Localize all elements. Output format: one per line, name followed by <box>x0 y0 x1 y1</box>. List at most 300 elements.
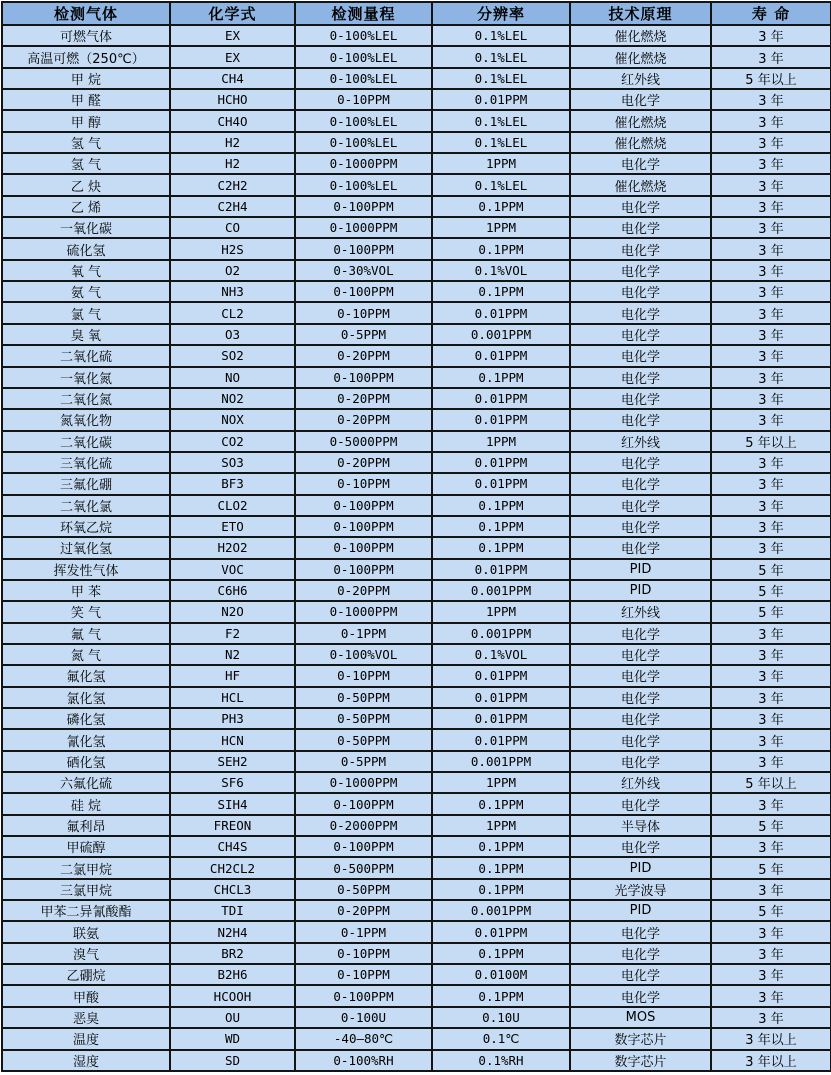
cell-lifespan: 5 年 <box>711 857 831 878</box>
table-row <box>2 772 831 793</box>
cell-resolution: 0.1PPM <box>432 367 570 388</box>
cell-technology: 电化学 <box>570 516 711 537</box>
cell-lifespan: 3 年 <box>711 367 831 388</box>
table-row <box>2 687 831 708</box>
cell-technology: 数字芯片 <box>570 1050 711 1072</box>
cell-detection-range: 0-100PPM <box>295 793 432 814</box>
cell-technology: 电化学 <box>570 943 711 964</box>
cell-resolution: 0.001PPM <box>432 324 570 345</box>
column-header-chemical-formula: 化学式 <box>170 2 295 25</box>
cell-resolution: 1PPM <box>432 601 570 622</box>
cell-technology: 电化学 <box>570 281 711 302</box>
table-row <box>2 217 831 238</box>
table-row <box>2 751 831 772</box>
cell-gas-name: 硫化氢 <box>2 238 170 259</box>
cell-lifespan: 5 年以上 <box>711 431 831 452</box>
cell-lifespan: 3 年 <box>711 302 831 323</box>
cell-detection-range: 0-10PPM <box>295 943 432 964</box>
cell-technology: 电化学 <box>570 452 711 473</box>
cell-gas-name: 温度 <box>2 1028 170 1049</box>
cell-chemical-formula: EX <box>170 46 295 67</box>
cell-detection-range: 0-100%LEL <box>295 132 432 153</box>
cell-chemical-formula: CH4 <box>170 68 295 89</box>
cell-technology: 电化学 <box>570 537 711 558</box>
cell-chemical-formula: HCHO <box>170 89 295 110</box>
cell-lifespan: 3 年 <box>711 921 831 942</box>
cell-technology: PID <box>570 900 711 921</box>
cell-gas-name: 三氧化硫 <box>2 452 170 473</box>
table-row <box>2 516 831 537</box>
cell-lifespan: 3 年 <box>711 836 831 857</box>
cell-chemical-formula: SO2 <box>170 345 295 366</box>
cell-chemical-formula: EX <box>170 25 295 46</box>
cell-resolution: 0.01PPM <box>432 345 570 366</box>
cell-gas-name: 二氧化氮 <box>2 388 170 409</box>
cell-technology: 催化燃烧 <box>570 132 711 153</box>
cell-technology: 电化学 <box>570 409 711 430</box>
table-row <box>2 857 831 878</box>
cell-technology: 电化学 <box>570 985 711 1006</box>
cell-gas-name: 氟利昂 <box>2 815 170 836</box>
cell-technology: 红外线 <box>570 772 711 793</box>
cell-chemical-formula: CH2CL2 <box>170 857 295 878</box>
cell-lifespan: 3 年 <box>711 217 831 238</box>
cell-detection-range: 0-1000PPM <box>295 601 432 622</box>
cell-technology: 电化学 <box>570 708 711 729</box>
table-row <box>2 260 831 281</box>
cell-lifespan: 3 年 <box>711 89 831 110</box>
cell-lifespan: 3 年 <box>711 985 831 1006</box>
cell-chemical-formula: N2 <box>170 644 295 665</box>
cell-detection-range: 0-5PPM <box>295 324 432 345</box>
table-row <box>2 153 831 174</box>
cell-chemical-formula: O3 <box>170 324 295 345</box>
cell-chemical-formula: NO <box>170 367 295 388</box>
cell-gas-name: 氰化氢 <box>2 729 170 750</box>
table-row <box>2 964 831 985</box>
cell-resolution: 0.01PPM <box>432 665 570 686</box>
cell-technology: 催化燃烧 <box>570 46 711 67</box>
cell-lifespan: 3 年 <box>711 537 831 558</box>
cell-chemical-formula: CH4O <box>170 110 295 131</box>
table-row <box>2 580 831 601</box>
cell-detection-range: 0-100%RH <box>295 1050 432 1072</box>
table-row <box>2 921 831 942</box>
cell-detection-range: 0-1000PPM <box>295 772 432 793</box>
table-row <box>2 836 831 857</box>
cell-detection-range: 0-10PPM <box>295 302 432 323</box>
cell-gas-name: 三氯甲烷 <box>2 879 170 900</box>
cell-gas-name: 氮 气 <box>2 644 170 665</box>
cell-technology: 电化学 <box>570 921 711 942</box>
table-row <box>2 601 831 622</box>
cell-gas-name: 甲硫醇 <box>2 836 170 857</box>
cell-gas-name: 乙 烯 <box>2 196 170 217</box>
cell-gas-name: 磷化氢 <box>2 708 170 729</box>
cell-lifespan: 3 年 <box>711 110 831 131</box>
cell-gas-name: 联氨 <box>2 921 170 942</box>
cell-gas-name: 一氧化氮 <box>2 367 170 388</box>
table-row <box>2 324 831 345</box>
cell-chemical-formula: N2H4 <box>170 921 295 942</box>
cell-lifespan: 5 年以上 <box>711 68 831 89</box>
table-row <box>2 452 831 473</box>
cell-lifespan: 3 年 <box>711 495 831 516</box>
cell-lifespan: 5 年 <box>711 580 831 601</box>
cell-resolution: 0.001PPM <box>432 900 570 921</box>
cell-lifespan: 3 年 <box>711 793 831 814</box>
cell-lifespan: 3 年 <box>711 644 831 665</box>
cell-lifespan: 3 年 <box>711 729 831 750</box>
cell-resolution: 0.1PPM <box>432 879 570 900</box>
cell-resolution: 0.01PPM <box>432 473 570 494</box>
cell-resolution: 0.1PPM <box>432 281 570 302</box>
cell-resolution: 1PPM <box>432 153 570 174</box>
cell-technology: 电化学 <box>570 217 711 238</box>
cell-resolution: 0.1PPM <box>432 516 570 537</box>
column-header-detection-range: 检测量程 <box>295 2 432 25</box>
table-row <box>2 879 831 900</box>
cell-technology: 电化学 <box>570 345 711 366</box>
cell-chemical-formula: CO <box>170 217 295 238</box>
cell-detection-range: 0-20PPM <box>295 580 432 601</box>
cell-detection-range: 0-20PPM <box>295 388 432 409</box>
cell-detection-range: 0-20PPM <box>295 452 432 473</box>
cell-chemical-formula: SEH2 <box>170 751 295 772</box>
cell-detection-range: 0-10PPM <box>295 665 432 686</box>
cell-resolution: 0.1%LEL <box>432 25 570 46</box>
cell-gas-name: 笑 气 <box>2 601 170 622</box>
cell-detection-range: 0-2000PPM <box>295 815 432 836</box>
cell-chemical-formula: VOC <box>170 559 295 580</box>
cell-technology: 电化学 <box>570 302 711 323</box>
cell-lifespan: 3 年 <box>711 260 831 281</box>
table-row <box>2 1028 831 1049</box>
cell-detection-range: 0-5000PPM <box>295 431 432 452</box>
cell-resolution: 0.1%VOL <box>432 644 570 665</box>
cell-technology: 电化学 <box>570 153 711 174</box>
cell-chemical-formula: C6H6 <box>170 580 295 601</box>
cell-chemical-formula: NOX <box>170 409 295 430</box>
cell-technology: PID <box>570 580 711 601</box>
cell-technology: MOS <box>570 1007 711 1028</box>
cell-detection-range: -40—80℃ <box>295 1028 432 1049</box>
table-row <box>2 388 831 409</box>
cell-gas-name: 氨 气 <box>2 281 170 302</box>
cell-gas-name: 三氟化硼 <box>2 473 170 494</box>
cell-resolution: 1PPM <box>432 772 570 793</box>
cell-detection-range: 0-100PPM <box>295 985 432 1006</box>
cell-gas-name: 甲酸 <box>2 985 170 1006</box>
cell-resolution: 0.1%RH <box>432 1050 570 1072</box>
cell-chemical-formula: NH3 <box>170 281 295 302</box>
cell-chemical-formula: H2 <box>170 153 295 174</box>
cell-detection-range: 0-100PPM <box>295 238 432 259</box>
cell-detection-range: 0-1PPM <box>295 921 432 942</box>
cell-gas-name: 六氟化硫 <box>2 772 170 793</box>
cell-technology: 电化学 <box>570 238 711 259</box>
cell-detection-range: 0-30%VOL <box>295 260 432 281</box>
cell-lifespan: 3 年 <box>711 25 831 46</box>
cell-resolution: 1PPM <box>432 217 570 238</box>
cell-chemical-formula: CO2 <box>170 431 295 452</box>
cell-chemical-formula: BF3 <box>170 473 295 494</box>
cell-gas-name: 溴气 <box>2 943 170 964</box>
cell-detection-range: 0-50PPM <box>295 879 432 900</box>
cell-resolution: 0.0100M <box>432 964 570 985</box>
cell-gas-name: 二氧化硫 <box>2 345 170 366</box>
cell-lifespan: 3 年 <box>711 473 831 494</box>
table-row <box>2 473 831 494</box>
cell-technology: 数字芯片 <box>570 1028 711 1049</box>
table-row <box>2 174 831 195</box>
cell-lifespan: 3 年 <box>711 388 831 409</box>
cell-lifespan: 5 年 <box>711 559 831 580</box>
cell-detection-range: 0-10PPM <box>295 964 432 985</box>
cell-technology: 电化学 <box>570 793 711 814</box>
cell-technology: 光学波导 <box>570 879 711 900</box>
cell-resolution: 0.01PPM <box>432 388 570 409</box>
cell-detection-range: 0-20PPM <box>295 345 432 366</box>
table-row <box>2 281 831 302</box>
cell-technology: 电化学 <box>570 324 711 345</box>
table-row <box>2 793 831 814</box>
cell-detection-range: 0-100%LEL <box>295 68 432 89</box>
table-row <box>2 367 831 388</box>
cell-lifespan: 3 年 <box>711 751 831 772</box>
cell-technology: 电化学 <box>570 964 711 985</box>
table-row <box>2 110 831 131</box>
cell-detection-range: 0-100PPM <box>295 516 432 537</box>
cell-chemical-formula: C2H2 <box>170 174 295 195</box>
cell-detection-range: 0-1000PPM <box>295 153 432 174</box>
table-row <box>2 68 831 89</box>
cell-chemical-formula: HF <box>170 665 295 686</box>
cell-resolution: 0.1PPM <box>432 943 570 964</box>
cell-resolution: 0.1%LEL <box>432 132 570 153</box>
cell-gas-name: 甲苯二异氰酸酯 <box>2 900 170 921</box>
cell-gas-name: 甲 苯 <box>2 580 170 601</box>
cell-resolution: 0.1%LEL <box>432 174 570 195</box>
cell-gas-name: 甲 醇 <box>2 110 170 131</box>
cell-detection-range: 0-100%LEL <box>295 110 432 131</box>
table-row <box>2 132 831 153</box>
cell-lifespan: 3 年 <box>711 409 831 430</box>
cell-detection-range: 0-20PPM <box>295 900 432 921</box>
cell-resolution: 0.001PPM <box>432 623 570 644</box>
cell-chemical-formula: SD <box>170 1050 295 1072</box>
column-header-resolution: 分辨率 <box>432 2 570 25</box>
cell-resolution: 0.1PPM <box>432 857 570 878</box>
cell-resolution: 0.1℃ <box>432 1028 570 1049</box>
cell-gas-name: 氢 气 <box>2 132 170 153</box>
cell-lifespan: 3 年 <box>711 964 831 985</box>
table-body <box>2 25 831 1071</box>
cell-technology: 红外线 <box>570 68 711 89</box>
table-row <box>2 708 831 729</box>
cell-chemical-formula: H2O2 <box>170 537 295 558</box>
cell-lifespan: 3 年 <box>711 324 831 345</box>
cell-detection-range: 0-10PPM <box>295 89 432 110</box>
cell-chemical-formula: WD <box>170 1028 295 1049</box>
cell-technology: 红外线 <box>570 601 711 622</box>
cell-resolution: 0.1%LEL <box>432 46 570 67</box>
cell-resolution: 0.1PPM <box>432 196 570 217</box>
cell-technology: 红外线 <box>570 431 711 452</box>
cell-chemical-formula: NO2 <box>170 388 295 409</box>
cell-gas-name: 恶臭 <box>2 1007 170 1028</box>
cell-detection-range: 0-50PPM <box>295 708 432 729</box>
cell-lifespan: 3 年 <box>711 281 831 302</box>
cell-detection-range: 0-100PPM <box>295 559 432 580</box>
table-row <box>2 943 831 964</box>
cell-resolution: 0.10U <box>432 1007 570 1028</box>
cell-lifespan: 3 年 <box>711 708 831 729</box>
header-row <box>2 2 831 25</box>
cell-lifespan: 3 年 <box>711 132 831 153</box>
cell-gas-name: 氯化氢 <box>2 687 170 708</box>
cell-resolution: 0.1PPM <box>432 495 570 516</box>
cell-gas-name: 湿度 <box>2 1050 170 1072</box>
cell-resolution: 0.1PPM <box>432 985 570 1006</box>
cell-detection-range: 0-50PPM <box>295 687 432 708</box>
cell-gas-name: 可燃气体 <box>2 25 170 46</box>
cell-technology: 电化学 <box>570 89 711 110</box>
cell-chemical-formula: H2S <box>170 238 295 259</box>
cell-chemical-formula: HCOOH <box>170 985 295 1006</box>
cell-gas-name: 二氧化碳 <box>2 431 170 452</box>
cell-resolution: 0.01PPM <box>432 89 570 110</box>
cell-lifespan: 5 年 <box>711 815 831 836</box>
table-row <box>2 1007 831 1028</box>
cell-gas-name: 乙硼烷 <box>2 964 170 985</box>
table-row <box>2 537 831 558</box>
cell-technology: 催化燃烧 <box>570 25 711 46</box>
cell-resolution: 0.1PPM <box>432 238 570 259</box>
cell-technology: 电化学 <box>570 665 711 686</box>
cell-gas-name: 二氯甲烷 <box>2 857 170 878</box>
cell-chemical-formula: CHCL3 <box>170 879 295 900</box>
table-row <box>2 302 831 323</box>
cell-chemical-formula: HCN <box>170 729 295 750</box>
table-row <box>2 985 831 1006</box>
table-row <box>2 431 831 452</box>
cell-detection-range: 0-100U <box>295 1007 432 1028</box>
cell-lifespan: 3 年 <box>711 238 831 259</box>
cell-lifespan: 3 年 <box>711 687 831 708</box>
cell-gas-name: 氟 气 <box>2 623 170 644</box>
table-row <box>2 25 831 46</box>
cell-resolution: 0.1%LEL <box>432 110 570 131</box>
cell-detection-range: 0-100PPM <box>295 495 432 516</box>
cell-resolution: 0.01PPM <box>432 452 570 473</box>
column-header-gas-name: 检测气体 <box>2 2 170 25</box>
cell-resolution: 1PPM <box>432 815 570 836</box>
cell-gas-name: 挥发性气体 <box>2 559 170 580</box>
cell-gas-name: 氢 气 <box>2 153 170 174</box>
cell-technology: 电化学 <box>570 751 711 772</box>
table-row <box>2 815 831 836</box>
cell-resolution: 0.1%LEL <box>432 68 570 89</box>
cell-gas-name: 氮氧化物 <box>2 409 170 430</box>
table-row <box>2 46 831 67</box>
cell-chemical-formula: O2 <box>170 260 295 281</box>
cell-lifespan: 3 年以上 <box>711 1050 831 1072</box>
cell-technology: 电化学 <box>570 495 711 516</box>
cell-gas-name: 臭 氧 <box>2 324 170 345</box>
cell-lifespan: 3 年 <box>711 623 831 644</box>
cell-resolution: 0.1PPM <box>432 836 570 857</box>
cell-gas-name: 一氧化碳 <box>2 217 170 238</box>
cell-lifespan: 5 年 <box>711 900 831 921</box>
table-row <box>2 559 831 580</box>
cell-resolution: 0.1PPM <box>432 793 570 814</box>
table-row <box>2 409 831 430</box>
cell-detection-range: 0-5PPM <box>295 751 432 772</box>
table-row <box>2 196 831 217</box>
cell-detection-range: 0-100PPM <box>295 281 432 302</box>
cell-chemical-formula: N2O <box>170 601 295 622</box>
cell-lifespan: 3 年 <box>711 452 831 473</box>
cell-lifespan: 3 年 <box>711 46 831 67</box>
cell-gas-name: 硅 烷 <box>2 793 170 814</box>
cell-chemical-formula: CLO2 <box>170 495 295 516</box>
cell-technology: PID <box>570 559 711 580</box>
table-row <box>2 495 831 516</box>
cell-gas-name: 过氧化氢 <box>2 537 170 558</box>
table-header <box>2 2 831 25</box>
table-row <box>2 1050 831 1072</box>
cell-resolution: 0.1PPM <box>432 537 570 558</box>
cell-detection-range: 0-500PPM <box>295 857 432 878</box>
cell-lifespan: 3 年 <box>711 879 831 900</box>
cell-technology: 电化学 <box>570 367 711 388</box>
table-row <box>2 89 831 110</box>
table-row <box>2 238 831 259</box>
cell-resolution: 0.01PPM <box>432 729 570 750</box>
cell-resolution: 0.001PPM <box>432 580 570 601</box>
cell-gas-name: 甲 烷 <box>2 68 170 89</box>
cell-resolution: 0.01PPM <box>432 708 570 729</box>
cell-technology: 电化学 <box>570 623 711 644</box>
cell-chemical-formula: TDI <box>170 900 295 921</box>
column-header-technology: 技术原理 <box>570 2 711 25</box>
cell-technology: 电化学 <box>570 260 711 281</box>
cell-chemical-formula: CL2 <box>170 302 295 323</box>
cell-technology: PID <box>570 857 711 878</box>
cell-chemical-formula: CH4S <box>170 836 295 857</box>
cell-gas-name: 氯 气 <box>2 302 170 323</box>
cell-resolution: 0.01PPM <box>432 687 570 708</box>
cell-resolution: 0.01PPM <box>432 409 570 430</box>
cell-lifespan: 3 年 <box>711 665 831 686</box>
cell-chemical-formula: B2H6 <box>170 964 295 985</box>
cell-detection-range: 0-1PPM <box>295 623 432 644</box>
cell-lifespan: 3 年 <box>711 516 831 537</box>
cell-detection-range: 0-1000PPM <box>295 217 432 238</box>
cell-gas-name: 氧 气 <box>2 260 170 281</box>
gas-sensor-table <box>1 1 831 1072</box>
cell-chemical-formula: OU <box>170 1007 295 1028</box>
column-header-lifespan: 寿 命 <box>711 2 831 25</box>
cell-technology: 电化学 <box>570 473 711 494</box>
table-row <box>2 729 831 750</box>
cell-gas-name: 甲 醛 <box>2 89 170 110</box>
cell-chemical-formula: F2 <box>170 623 295 644</box>
cell-technology: 半导体 <box>570 815 711 836</box>
cell-technology: 电化学 <box>570 687 711 708</box>
cell-detection-range: 0-50PPM <box>295 729 432 750</box>
